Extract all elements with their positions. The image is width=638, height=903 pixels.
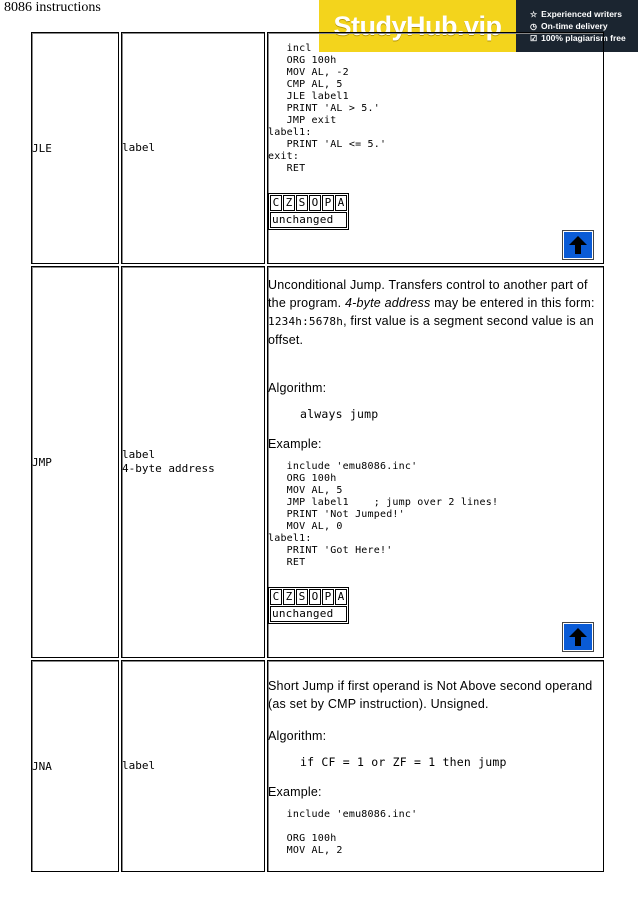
up-arrow-icon (568, 235, 588, 255)
flag-cell: O (309, 195, 321, 211)
mnemonic-cell: JLE (31, 32, 119, 264)
star-icon: ☆ (530, 9, 538, 19)
banner-feature: ☑ 100% plagiarism free (530, 33, 626, 43)
flag-cell: P (322, 195, 334, 211)
instruction-description: Unconditional Jump. Transfers control to another part of the program. 4-byte address may be entered in this form: 1234h:5678h, first value is a segment second value is an offset. (268, 278, 595, 347)
instruction-description: Short Jump if first operand is Not Above second operand (as set by CMP instruction). Unsigned. (268, 679, 593, 711)
description-cell (267, 660, 604, 872)
description-cell (267, 32, 604, 264)
page-header: 8086 instructions (4, 0, 101, 15)
example-label: Example: (268, 785, 322, 799)
algorithm-text: always jump (300, 407, 379, 421)
flag-cell: C (270, 195, 282, 211)
studyhub-logo[interactable]: StudyHub.vip (319, 0, 516, 52)
table-row (31, 266, 604, 658)
algorithm-text: if CF = 1 or ZF = 1 then jump (300, 755, 507, 769)
mnemonic-cell: JMP (31, 266, 119, 658)
table-row (31, 660, 604, 872)
flag-cell: A (335, 195, 347, 211)
flag-cell: C (270, 589, 282, 605)
flags-table (268, 193, 349, 230)
clock-icon: ◷ (530, 21, 537, 31)
operands-cell: label (121, 660, 265, 872)
flag-cell: Z (283, 589, 295, 605)
up-arrow-icon (568, 627, 588, 647)
banner-feature: ◷ On-time delivery (530, 21, 608, 31)
table-row (31, 32, 604, 264)
flag-cell: A (335, 589, 347, 605)
code-example: include 'emu8086.inc' ORG 100h MOV AL, 2 (286, 809, 418, 856)
description-cell (267, 266, 604, 658)
example-label: Example: (268, 437, 322, 451)
flag-cell: S (296, 195, 308, 211)
code-example: include 'emu8086.inc' ORG 100h MOV AL, 5 JMP label1 ; jump over 2 lines! PRINT 'Not Jumped!' MOV AL, 0 label1: PRINT 'Got Here!' RET (268, 461, 499, 568)
flags-state: unchanged (270, 212, 347, 228)
operands-cell: label 4-byte address (121, 266, 265, 658)
operands-cell: label (121, 32, 265, 264)
flags-state: unchanged (270, 606, 347, 622)
code-example: incl ORG 100h MOV AL, -2 CMP AL, 5 JLE label1 PRINT 'AL > 5.' JMP exit label1: PRINT 'AL <= 5.' exit: RET (268, 43, 387, 174)
instruction-table (29, 30, 606, 874)
banner-feature: ☆ Experienced writers (530, 9, 622, 19)
flag-cell: Z (283, 195, 295, 211)
check-icon: ☑ (530, 33, 538, 43)
algorithm-label: Algorithm: (268, 381, 327, 395)
back-to-top-button[interactable] (563, 231, 593, 259)
back-to-top-button[interactable] (563, 623, 593, 651)
algorithm-label: Algorithm: (268, 729, 327, 743)
flag-cell: S (296, 589, 308, 605)
flag-cell: O (309, 589, 321, 605)
mnemonic-cell: JNA (31, 660, 119, 872)
flags-table (268, 587, 349, 624)
flag-cell: P (322, 589, 334, 605)
